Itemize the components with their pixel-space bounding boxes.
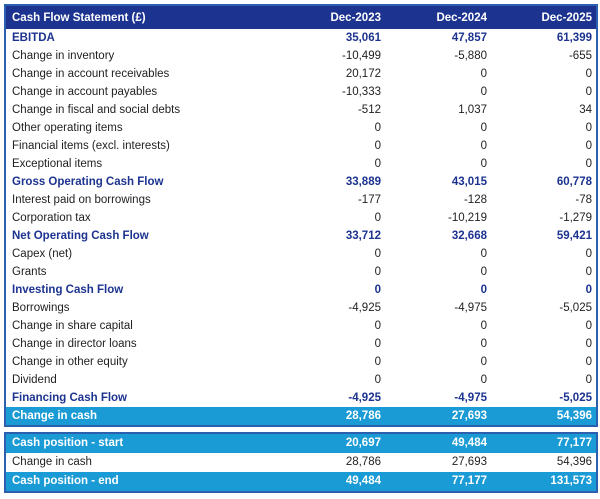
cell-value: 59,421 [491, 227, 597, 245]
column-header-dec-2025: Dec-2025 [491, 5, 597, 29]
cell-value: 54,396 [491, 453, 597, 472]
table-row [5, 47, 597, 65]
cell-value: 0 [491, 317, 597, 335]
row-label: Change in other equity [5, 353, 279, 371]
cell-value: 49,484 [279, 472, 385, 492]
cell-value: -10,219 [385, 209, 491, 227]
table-row [5, 173, 597, 191]
cell-value: 0 [279, 245, 385, 263]
row-label: Change in account payables [5, 83, 279, 101]
table-row [5, 263, 597, 281]
row-label: Change in fiscal and social debts [5, 101, 279, 119]
cell-value: -512 [279, 101, 385, 119]
cell-value: 0 [491, 83, 597, 101]
row-label: Other operating items [5, 119, 279, 137]
cell-value: 0 [279, 353, 385, 371]
row-label: Change in cash [5, 453, 279, 472]
cell-value: 49,484 [385, 433, 491, 453]
column-header-dec-2023: Dec-2023 [279, 5, 385, 29]
table-row [5, 101, 597, 119]
table-row [5, 245, 597, 263]
cell-value: 0 [385, 263, 491, 281]
cell-value: 27,693 [385, 453, 491, 472]
cell-value: 20,697 [279, 433, 385, 453]
table-row [5, 371, 597, 389]
table-row [5, 335, 597, 353]
table-row [5, 191, 597, 209]
row-label: Borrowings [5, 299, 279, 317]
cash-flow-table [4, 4, 598, 427]
row-label: Change in cash [5, 407, 279, 426]
row-label: Capex (net) [5, 245, 279, 263]
cell-value: 0 [279, 263, 385, 281]
cell-value: 0 [279, 137, 385, 155]
cell-value: 0 [385, 371, 491, 389]
table-row [5, 65, 597, 83]
cell-value: 34 [491, 101, 597, 119]
cell-value: 0 [491, 155, 597, 173]
cell-value: 0 [385, 317, 491, 335]
cell-value: 0 [491, 371, 597, 389]
row-label: Cash position - start [5, 433, 279, 453]
table-row [5, 83, 597, 101]
cell-value: 61,399 [491, 29, 597, 47]
cell-value: -10,333 [279, 83, 385, 101]
cell-value: 0 [279, 281, 385, 299]
cell-value: -1,279 [491, 209, 597, 227]
cell-value: 77,177 [491, 433, 597, 453]
row-label: Net Operating Cash Flow [5, 227, 279, 245]
cell-value: 0 [279, 119, 385, 137]
row-label: Exceptional items [5, 155, 279, 173]
table-row [5, 317, 597, 335]
table-row [5, 433, 597, 453]
row-label: Cash position - end [5, 472, 279, 492]
table-row [5, 29, 597, 47]
table-row [5, 453, 597, 472]
cell-value: -4,925 [279, 389, 385, 407]
row-label: Corporation tax [5, 209, 279, 227]
table-row [5, 155, 597, 173]
cell-value: -5,880 [385, 47, 491, 65]
cell-value: -177 [279, 191, 385, 209]
table-row [5, 119, 597, 137]
cell-value: -4,975 [385, 389, 491, 407]
row-label: Gross Operating Cash Flow [5, 173, 279, 191]
cell-value: 0 [279, 317, 385, 335]
cell-value: -5,025 [491, 389, 597, 407]
row-label: Investing Cash Flow [5, 281, 279, 299]
table-title: Cash Flow Statement (£) [5, 5, 279, 29]
table-row [5, 472, 597, 492]
cell-value: 20,172 [279, 65, 385, 83]
cell-value: -128 [385, 191, 491, 209]
cell-value: 0 [385, 137, 491, 155]
cell-value: 0 [491, 281, 597, 299]
cell-value: 0 [279, 155, 385, 173]
cell-value: 0 [385, 83, 491, 101]
cell-value: 54,396 [491, 407, 597, 426]
cell-value: 0 [279, 335, 385, 353]
cell-value: 77,177 [385, 472, 491, 492]
row-label: Interest paid on borrowings [5, 191, 279, 209]
cell-value: 1,037 [385, 101, 491, 119]
cell-value: 0 [385, 65, 491, 83]
cell-value: 47,857 [385, 29, 491, 47]
cash-position-table [4, 432, 598, 493]
cell-value: 0 [385, 119, 491, 137]
row-label: EBITDA [5, 29, 279, 47]
cell-value: 0 [491, 65, 597, 83]
cell-value: 28,786 [279, 407, 385, 426]
table-row [5, 299, 597, 317]
cell-value: 28,786 [279, 453, 385, 472]
table-row [5, 227, 597, 245]
row-label: Change in account receivables [5, 65, 279, 83]
row-label: Grants [5, 263, 279, 281]
cell-value: 0 [491, 245, 597, 263]
table-row [5, 209, 597, 227]
table-row [5, 389, 597, 407]
cell-value: 32,668 [385, 227, 491, 245]
row-label: Change in inventory [5, 47, 279, 65]
cell-value: 0 [279, 209, 385, 227]
cell-value: 0 [385, 281, 491, 299]
cell-value: -78 [491, 191, 597, 209]
cell-value: 0 [385, 335, 491, 353]
row-label: Dividend [5, 371, 279, 389]
cell-value: -4,925 [279, 299, 385, 317]
cell-value: -5,025 [491, 299, 597, 317]
cell-value: 0 [491, 353, 597, 371]
cell-value: -655 [491, 47, 597, 65]
cell-value: 0 [385, 353, 491, 371]
cell-value: 27,693 [385, 407, 491, 426]
cell-value: 0 [385, 245, 491, 263]
table-row [5, 353, 597, 371]
cell-value: 0 [491, 119, 597, 137]
cell-value: 0 [491, 263, 597, 281]
cell-value: 0 [279, 371, 385, 389]
cell-value: -10,499 [279, 47, 385, 65]
cell-value: 33,889 [279, 173, 385, 191]
cell-value: -4,975 [385, 299, 491, 317]
cell-value: 131,573 [491, 472, 597, 492]
row-label: Change in share capital [5, 317, 279, 335]
cell-value: 33,712 [279, 227, 385, 245]
row-label: Change in director loans [5, 335, 279, 353]
table-row [5, 407, 597, 426]
row-label: Financial items (excl. interests) [5, 137, 279, 155]
cell-value: 0 [491, 335, 597, 353]
cell-value: 0 [385, 155, 491, 173]
table-row [5, 281, 597, 299]
table-row [5, 137, 597, 155]
cell-value: 43,015 [385, 173, 491, 191]
table-header-row [5, 5, 597, 29]
cell-value: 35,061 [279, 29, 385, 47]
row-label: Financing Cash Flow [5, 389, 279, 407]
cell-value: 60,778 [491, 173, 597, 191]
cell-value: 0 [491, 137, 597, 155]
column-header-dec-2024: Dec-2024 [385, 5, 491, 29]
